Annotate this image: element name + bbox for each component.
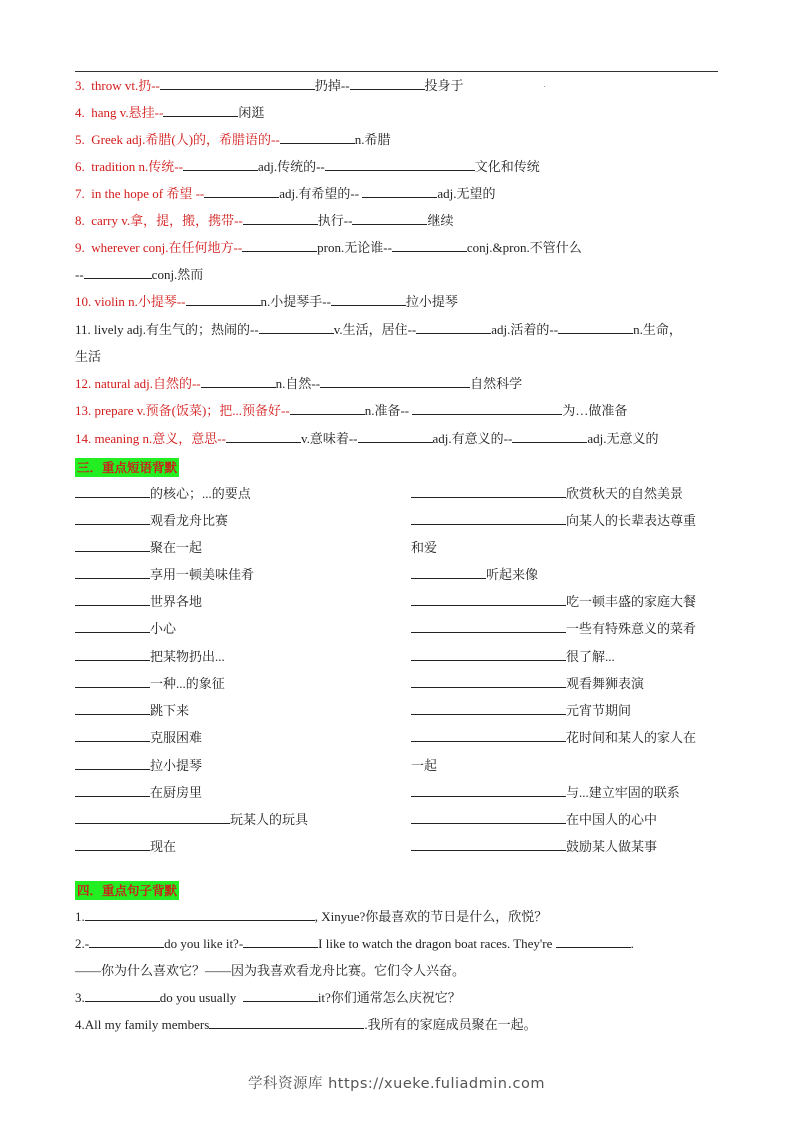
phrase-left-14: 现在 xyxy=(75,838,176,856)
sentence-2: 2.- do you like it?- I like to watch the dragon boat races. They're . xyxy=(75,936,634,951)
vocab-item-11-cont: 生活 xyxy=(75,349,102,364)
phrase-left-1: 的核心；...的要点 xyxy=(75,485,251,503)
vocab-item-9: 9. wherever conj.在任何地方-- pron.无论谁-- conj.&pron.不管什么 xyxy=(75,240,582,255)
phrase-right-7: 观看舞狮表演 xyxy=(411,675,644,693)
phrase-right-11: 在中国人的心中 xyxy=(411,811,657,829)
sentence-4: 4.All my family members .我所有的家庭成员聚在一起。 xyxy=(75,1017,537,1032)
phrase-left-3: 聚在一起 xyxy=(75,539,202,557)
sentence-2-translation: ——你为什么喜欢它？——因为我喜欢看龙舟比赛。它们令人兴奋。 xyxy=(75,963,466,978)
vocab-item-14: 14. meaning n.意义，意思-- v.意味着-- adj.有意义的-- adj.无意义的 xyxy=(75,431,659,446)
phrase-right-6: 很了解... xyxy=(411,648,615,666)
phrase-right-12: 鼓励某人做某事 xyxy=(411,838,657,856)
vocab-item-12: 12. natural adj.自然的-- n.自然-- 自然科学 xyxy=(75,376,523,391)
phrase-left-6: 小心 xyxy=(75,620,176,638)
vocab-item-3: 3. throw vt.扔-- 扔掉-- 投身于 xyxy=(75,78,464,93)
sentence-1: 1. , Xinyue?你最喜欢的节日是什么，欣悦？ xyxy=(75,909,548,924)
phrase-left-10: 克服困难 xyxy=(75,729,202,747)
phrase-right-9: 花时间和某人的家人在 xyxy=(411,729,696,747)
section-4-header: 四．重点句子背默 xyxy=(77,883,178,898)
phrase-right-2-cont: 和爱 xyxy=(411,540,438,555)
phrase-left-8: 一种...的象征 xyxy=(75,675,225,693)
phrase-left-5: 世界各地 xyxy=(75,593,202,611)
phrase-right-4: 吃一顿丰盛的家庭大餐 xyxy=(411,593,696,611)
vocab-item-10: 10. violin n.小提琴-- n.小提琴手-- 拉小提琴 xyxy=(75,294,458,309)
phrase-left-2: 观看龙舟比赛 xyxy=(75,512,228,530)
vocab-item-8: 8. carry v.拿，提，搬，携带-- 执行-- 继续 xyxy=(75,213,454,228)
vocab-item-9-cont: -- conj.然而 xyxy=(75,267,204,282)
phrase-right-9-cont: 一起 xyxy=(411,758,438,773)
phrase-right-3: 听起来像 xyxy=(411,566,538,584)
phrase-left-12: 在厨房里 xyxy=(75,784,202,802)
phrase-right-10: 与...建立牢固的联系 xyxy=(411,784,680,802)
phrase-left-9: 跳下来 xyxy=(75,702,189,720)
phrase-left-13: 玩某人的玩具 xyxy=(75,811,308,829)
vocab-item-7: 7. in the hope of 希望 -- adj.有希望的-- adj.无望的 xyxy=(75,186,496,201)
top-rule xyxy=(75,71,718,72)
phrase-left-11: 拉小提琴 xyxy=(75,757,202,775)
phrase-right-1: 欣赏秋天的自然美景 xyxy=(411,485,683,503)
phrase-right-5: 一些有特殊意义的菜肴 xyxy=(411,620,696,638)
phrase-left-4: 享用一顿美味佳肴 xyxy=(75,566,254,584)
sentence-3: 3. do you usually it?你们通常怎么庆祝它？ xyxy=(75,990,461,1005)
vocab-item-11: 11. lively adj.有生气的；热闹的-- v.生活，居住-- adj.活着的-- n.生命， xyxy=(75,322,682,337)
section-3-header: 三．重点短语背默 xyxy=(77,460,178,475)
vocab-item-5: 5. Greek adj.希腊(人)的，希腊语的-- n.希腊 xyxy=(75,132,391,147)
footer-watermark: 学科资源库 https://xueke.fuliadmin.com xyxy=(247,1076,546,1092)
vocab-item-6: 6. tradition n.传统-- adj.传统的-- 文化和传统 xyxy=(75,159,540,174)
phrase-left-7: 把某物扔出... xyxy=(75,648,225,666)
phrase-right-2: 向某人的长辈表达尊重 xyxy=(411,512,696,530)
phrase-right-8: 元宵节期间 xyxy=(411,702,631,720)
scan-dot xyxy=(544,86,545,87)
vocab-item-4: 4. hang v.悬挂-- 闲逛 xyxy=(75,105,265,120)
vocab-item-13: 13. prepare v.预备(饭菜)；把...预备好-- n.准备-- 为…做准备 xyxy=(75,403,628,418)
